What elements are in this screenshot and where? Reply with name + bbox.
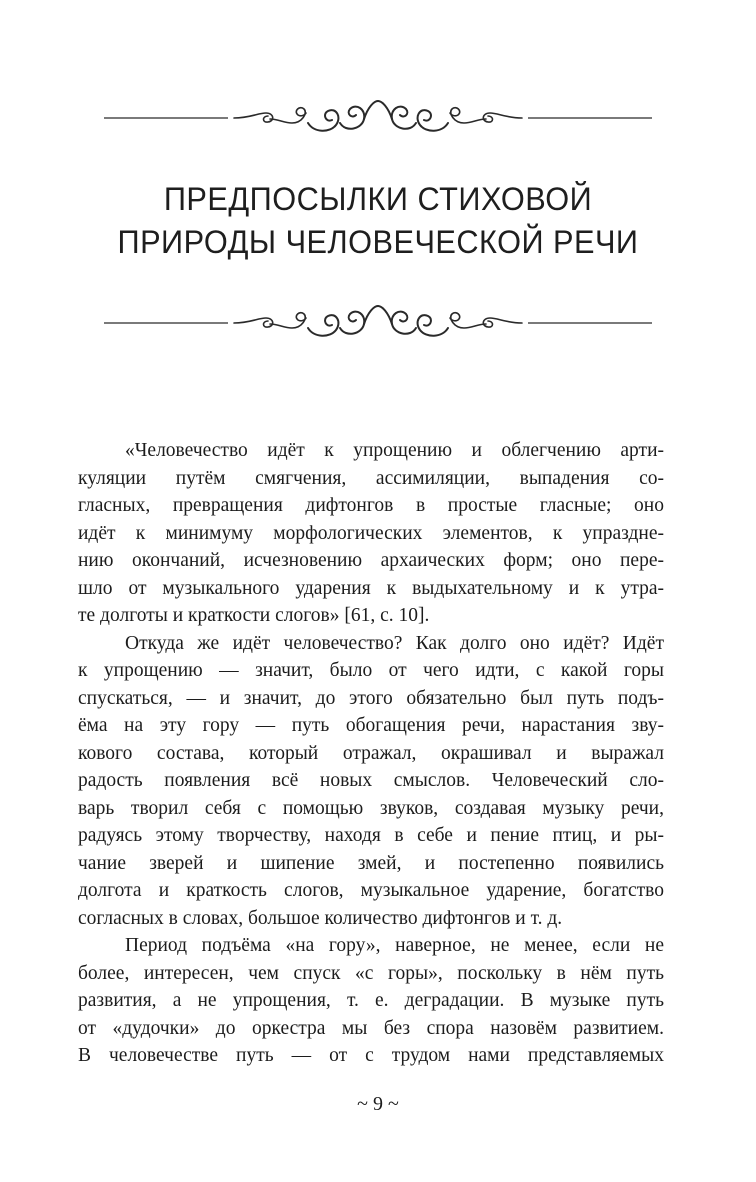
text-line: нию окончаний, исчезновению архаических форм; оно пере- (78, 550, 664, 571)
text-line: чание зверей и шипение змей, и постепенно появились (78, 852, 664, 874)
paragraph-3 (78, 932, 664, 1070)
paragraph-2 (78, 630, 664, 933)
chapter-title-line-2: ПРИРОДЫ ЧЕЛОВЕЧЕСКОЙ РЕЧИ (117, 224, 639, 260)
text-line: долгота и краткость слогов, музыкальное ударение, богатство (78, 880, 664, 901)
chapter-title-line-1: ПРЕДПОСЫЛКИ СТИХОВОЙ (163, 181, 593, 217)
text-line: согласных в словах, большое количество дифтонгов и т. д. (78, 907, 563, 929)
text-line: более, интересен, чем спуск «с горы», поскольку в нём путь (78, 962, 664, 984)
text-line: спускаться, — и значит, до этого обязательно был путь подъ- (78, 687, 664, 709)
text-line: В человечестве путь — от с трудом нами представляемых (78, 1045, 664, 1066)
text-line: шло от музыкального ударения к выдыхательному и к утра- (78, 577, 664, 599)
text-line: те долготы и краткости слогов» [61, с. 10]. (78, 605, 430, 626)
text-line: от «дудочки» до оркестра мы без спора назовём развитием. (78, 1017, 664, 1039)
text-line: радость появления всё новых смыслов. Человеческий сло- (78, 770, 664, 791)
chapter-title (54, 178, 703, 264)
text-line: «Человечество идёт к упрощению и облегчению арти- (125, 440, 664, 461)
text-line: идёт к минимуму морфологических элементов, к упраздне- (78, 522, 664, 544)
text-line: к упрощению — значит, было от чего идти, с какой горы (78, 660, 664, 681)
text-line: гласных, превращения дифтонгов в простые гласные; оно (78, 495, 664, 516)
text-line: варь творил себя с помощью звуков, создавая музыку речи, (78, 797, 664, 819)
scroll-flourish-divider-icon (100, 298, 656, 348)
text-line: Откуда же идёт человечество? Как долго оно идёт? Идёт (125, 632, 664, 654)
top-ornament-divider (100, 93, 656, 143)
text-line: развития, а не упрощения, т. е. деградации. В музыке путь (78, 990, 664, 1011)
text-line: кового состава, который отражал, окрашивал и выражал (78, 742, 664, 764)
text-line: ёма на эту гору — путь обогащения речи, нарастания зву- (78, 715, 664, 736)
bottom-ornament-divider (100, 298, 656, 348)
body-text (78, 437, 664, 1070)
text-line: Период подъёма «на гору», наверное, не менее, если не (125, 935, 664, 956)
scroll-flourish-divider-icon (100, 93, 656, 143)
paragraph-1 (78, 437, 664, 630)
text-line: куляции путём смягчения, ассимиляции, выпадения со- (78, 467, 664, 489)
page-number: ~ 9 ~ (357, 1093, 399, 1115)
text-line: радуясь этому творчеству, находя в себе и пение птиц, и ры- (78, 825, 664, 846)
